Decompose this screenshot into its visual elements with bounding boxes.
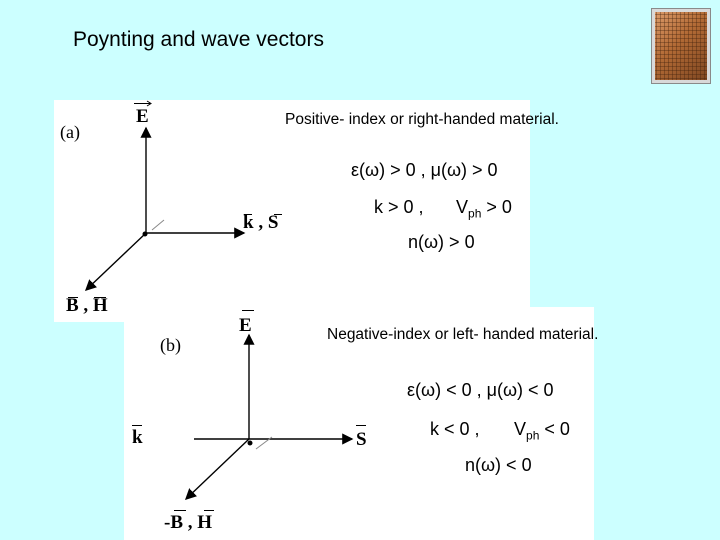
panel-b-eq-k: k < 0 , [430, 419, 480, 439]
panel-b-e-label: E [239, 315, 252, 336]
panel-a-k-s-label: k , S [243, 212, 279, 233]
vph-v: V [456, 197, 469, 217]
panel-b-eq-index: n(ω) < 0 [465, 455, 532, 475]
panel-b-b-h-label: -B , H [164, 512, 213, 533]
panel-a-b-h-label: B , H [66, 295, 108, 316]
panel-b-k-label: k [132, 427, 143, 448]
vph-sub: ph [468, 206, 482, 221]
panel-b-left-handed [124, 307, 599, 540]
origin-dot [143, 232, 148, 237]
panel-a-e-label: E [136, 106, 149, 127]
axis-b-arrow [186, 439, 249, 499]
panel-a-eq-permittivity: ε(ω) > 0 , μ(ω) > 0 [351, 160, 498, 180]
panel-b-heading: Negative-index or left- handed material. [327, 326, 599, 343]
vph-v: V [514, 419, 527, 439]
origin-dot [248, 441, 253, 446]
panel-b-eq-vph [514, 419, 570, 443]
vph-rest: < 0 [539, 419, 570, 439]
panel-a-label: (a) [60, 122, 80, 142]
slide-title: Poynting and wave vectors [73, 28, 324, 51]
panel-a-right-handed [54, 100, 559, 322]
panel-a-eq-vph [456, 197, 512, 221]
metamaterial-cube-image [651, 8, 711, 84]
panel-b-s-label: S [356, 429, 367, 450]
axis-b-arrow [86, 233, 146, 290]
panel-b-eq-permittivity: ε(ω) < 0 , μ(ω) < 0 [407, 380, 554, 400]
vph-sub: ph [526, 428, 540, 443]
vph-rest: > 0 [481, 197, 512, 217]
panel-a-eq-index: n(ω) > 0 [408, 232, 475, 252]
panel-b-label: (b) [160, 335, 181, 355]
panel-a-heading: Positive- index or right-handed material. [285, 111, 559, 128]
panel-a-eq-k: k > 0 , [374, 197, 424, 217]
